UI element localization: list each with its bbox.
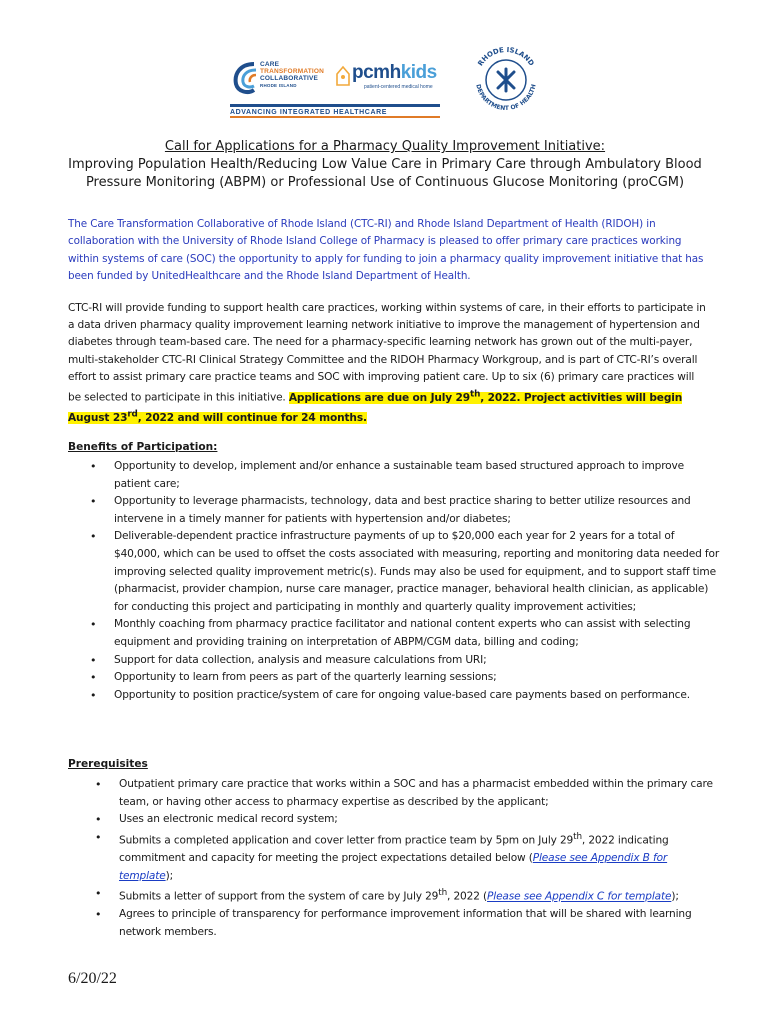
prereq-sup: th <box>438 888 448 899</box>
ctc-line-4: RHODE ISLAND <box>260 83 297 88</box>
body-text: CTC-RI will provide funding to support health care practices, working within systems of care, in their efforts to participate in a data driven pharmacy quality improvement learning network initiative to improve the management of hypertension and diabetes through team-based care. The need for a pharmacy-specific learning network has grown out of the multi-payer, multi-stakeholder CTC-RI Clinical Strategy Committee and the RIDOH Pharmacy Workgroup, and is part of CTC-RI’s overall effort to assist primary care practice teams and SOC with improving patient care. Up to six (6) primary care practices will be selected to participate in this initiative. <box>68 302 706 404</box>
prerequisites-heading: Prerequisites <box>68 758 148 770</box>
deadline-text-a: Applications are due on July 29 <box>288 391 470 404</box>
list-item <box>90 528 720 616</box>
list-item <box>90 687 720 705</box>
benefits-heading: Benefits of Participation: <box>68 441 218 453</box>
prereq-text: Submits a completed application and cover letter from practice team by 5pm on July 29 <box>119 834 574 847</box>
appendix-b-link[interactable]: Please see Appendix B for template <box>119 851 668 882</box>
deadline-text-b: , 2022. Project activities will begin August 23 <box>68 391 683 425</box>
ri-department-of-health-seal <box>468 42 544 118</box>
list-item <box>95 885 720 906</box>
prerequisites-list <box>95 776 720 941</box>
page-title <box>40 138 730 192</box>
bullet-icon: • <box>90 688 97 702</box>
list-item <box>90 458 720 493</box>
list-item <box>95 906 720 941</box>
bullet-icon: • <box>95 908 102 922</box>
prereq-text: Agrees to principle of transparency for performance improvement information that will be shared with learning network members. <box>119 908 692 938</box>
house-icon <box>336 64 350 86</box>
ctc-logo-text <box>260 61 324 89</box>
body-paragraph <box>68 300 708 427</box>
pcmh-kids-word: kids <box>400 62 437 83</box>
list-item <box>90 669 720 687</box>
svg-text:RHODE ISLAND <box>476 46 535 68</box>
prereq-text: , 2022 ( <box>447 890 488 903</box>
seal-text-bottom: DEPARTMENT OF HEALTH <box>474 83 538 113</box>
ctc-line-1: CARE <box>260 61 280 68</box>
ctc-line-2: TRANSFORMATION <box>260 68 325 75</box>
bullet-icon: • <box>95 778 102 791</box>
prereq-text: ); <box>671 890 679 903</box>
bullet-icon: • <box>90 460 97 473</box>
benefit-text: Opportunity to position practice/system of care for ongoing value-based care payments based on performance. <box>114 688 690 701</box>
pcmh-wordmark <box>352 62 437 84</box>
footer-date: 6/20/22 <box>68 970 117 987</box>
benefit-text: Opportunity to develop, implement and/or enhance a sustainable team based structured approach to improve patient care; <box>114 460 684 490</box>
title-line-2: Improving Population Health/Reducing Low Value Care in Primary Care through Ambulatory Blood Pressure Monitoring (ABPM) or Professional Use of Continuous Glucose Monitoring (proCGM) <box>68 157 702 190</box>
prereq-text: Submits a letter of support from the system of care by July 29 <box>119 890 439 903</box>
bullet-icon: • <box>90 653 97 667</box>
bullet-icon: • <box>95 813 102 827</box>
bullet-icon: • <box>90 495 97 509</box>
pcmh-word: pcmh <box>352 62 401 83</box>
benefit-text: Opportunity to leverage pharmacists, technology, data and best practice sharing to better utilize resources and intervene in a timely manner for patients with hypertension and/or diabetes; <box>114 495 691 525</box>
pcmh-subtitle: patient-centered medical home <box>364 84 433 90</box>
list-item <box>90 616 720 651</box>
intro-paragraph: The Care Transformation Collaborative of Rhode Island (CTC-RI) and Rhode Island Department of Health (RIDOH) in collaboration with the University of Rhode Island College of Pharmacy is pleased to offer primary care practices working within systems of care (SOC) the opportunity to apply for funding to join a pharmacy quality improvement initiative that has been funded by UnitedHealthcare and the Rhode Island Department of Health. <box>68 218 704 282</box>
ctc-line-3: COLLABORATIVE <box>260 75 319 82</box>
deadline-sup-b: rd <box>127 409 138 420</box>
title-line-1: Call for Applications for a Pharmacy Quality Improvement Initiative: <box>164 139 606 154</box>
bullet-icon: • <box>95 887 102 901</box>
pcmh-kids-logo <box>336 62 446 94</box>
ctc-swirl-icon <box>232 60 262 96</box>
prereq-text: Uses an electronic medical record system; <box>119 813 338 826</box>
prereq-text: , 2022 indicating commitment and capacity for meeting the project expectations detailed below ( <box>119 834 669 864</box>
prereq-sup: th <box>573 831 582 842</box>
benefit-text: Deliverable-dependent practice infrastructure payments of up to $20,000 each year for 2 years for a total of $40,000, which can be used to offset the costs associated with measuring, reporting and monitoring data needed for improving selected quality improvement metric(s). Funds may also be used for equipment, and to support staff time (pharmacist, provider champion, nurse care manager, practice manager, behavioral health clinician, as applicable) for conducting this project and participating in monthly and quarterly quality improvement activities; <box>114 530 720 613</box>
list-item <box>90 652 720 670</box>
list-item <box>95 811 720 829</box>
bullet-icon: • <box>90 671 97 685</box>
bullet-icon: • <box>90 530 97 544</box>
prereq-text: ); <box>165 869 174 882</box>
benefit-text: Support for data collection, analysis and measure calculations from URI; <box>114 653 487 666</box>
bullet-icon: • <box>90 618 97 632</box>
seal-text-top: RHODE ISLAND <box>476 45 536 68</box>
appendix-c-link[interactable]: Please see Appendix C for template <box>487 890 672 903</box>
benefit-text: Monthly coaching from pharmacy practice facilitator and national content experts who can assist with selecting equipment and providing training on interpretation of ABPM/CGM data, billing and coding; <box>114 618 691 648</box>
list-item <box>95 829 720 885</box>
ctc-tagline: ADVANCING INTEGRATED HEALTHCARE <box>230 104 440 118</box>
header-logos <box>226 42 556 120</box>
benefits-list <box>90 458 720 704</box>
bullet-icon: • <box>95 830 102 844</box>
benefit-text: Opportunity to learn from peers as part of the quarterly learning sessions; <box>114 671 497 684</box>
prereq-text: Outpatient primary care practice that works within a SOC and has a pharmacist embedded within the primary care team, or having other access to pharmacy expertise as described by the applicant; <box>119 778 713 808</box>
deadline-text-c: , 2022 and will continue for 24 months. <box>137 412 367 425</box>
list-item <box>95 776 720 811</box>
deadline-sup-a: th <box>470 389 481 400</box>
list-item <box>90 493 720 528</box>
